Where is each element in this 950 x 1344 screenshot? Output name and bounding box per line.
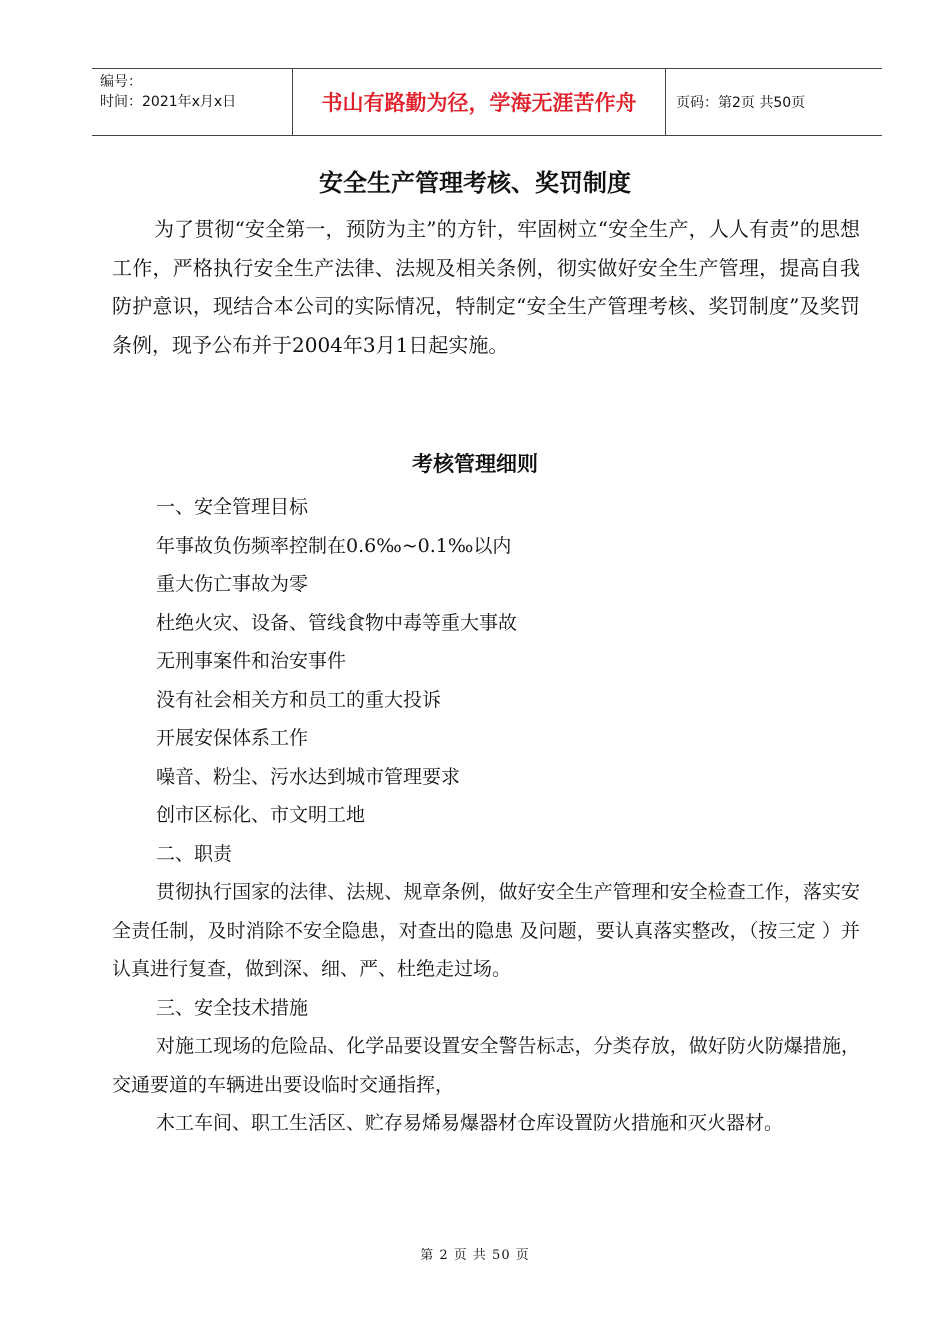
section1-heading: 一、安全管理目标 bbox=[156, 496, 309, 518]
section3-heading: 三、安全技术措施 bbox=[156, 996, 309, 1019]
section3-paragraph-2: 木工车间、职工生活区、贮存易烯易爆器材仓库设置防火措施和灭火器材。 bbox=[156, 1112, 784, 1134]
section-subtitle: 考核管理细则 bbox=[412, 452, 538, 476]
section2-heading: 二、职责 bbox=[156, 842, 233, 865]
header-number-label: 编号： bbox=[100, 74, 142, 90]
page-footer: 第 2 页 共 50 页 bbox=[420, 1248, 530, 1263]
list-item: 年事故负伤频率控制在0.6‰~0.1‰以内 bbox=[156, 534, 512, 557]
list-item: 杜绝火灾、设备、管线食物中毒等重大事故 bbox=[156, 611, 518, 634]
header-motto: 书山有路勤为径，学海无涯苦作舟 bbox=[293, 69, 666, 135]
list-item: 噪音、粉尘、污水达到城市管理要求 bbox=[156, 765, 461, 788]
header-page-info: 页码：第2页 共50页 bbox=[676, 95, 806, 111]
list-item: 没有社会相关方和员工的重大投诉 bbox=[156, 688, 442, 711]
header-meta-cell bbox=[92, 69, 293, 135]
section2-paragraph: 贯彻执行国家的法律、法规、规章条例，做好安全生产管理和安全检查工作，落实安全责任制，及时消除不安全隐患，对查出的隐患 及问题，要认真落实整改，（按三定 ）并认真进行复查，做到深、细、严、杜绝走过场。 bbox=[112, 881, 860, 980]
page-header bbox=[92, 68, 882, 136]
document-title: 安全生产管理考核、奖罚制度 bbox=[319, 169, 631, 197]
list-item: 无刑事案件和治安事件 bbox=[156, 650, 347, 672]
header-time-label: 时间：2021年x月x日 bbox=[100, 94, 237, 110]
document-body bbox=[112, 488, 860, 1143]
intro-paragraph: 为了贯彻“安全第一，预防为主”的方针，牢固树立“安全生产，人人有责”的思想工作，严格执行安全生产法律、法规及相关条例，彻实做好安全生产管理，提高自我防护意识，现结合本公司的实际情况，特制定“安全生产管理考核、奖罚制度”及奖罚条例，现予公布并于2004年3月1日起实施。 bbox=[112, 217, 860, 357]
list-item: 创市区标化、市文明工地 bbox=[156, 804, 366, 826]
list-item: 开展安保体系工作 bbox=[156, 727, 309, 749]
list-item: 重大伤亡事故为零 bbox=[156, 573, 309, 595]
section3-paragraph-1: 对施工现场的危险品、化学品要设置安全警告标志，分类存放，做好防火防爆措施，交通要道的车辆进出要设临时交通指挥， bbox=[112, 1035, 860, 1096]
